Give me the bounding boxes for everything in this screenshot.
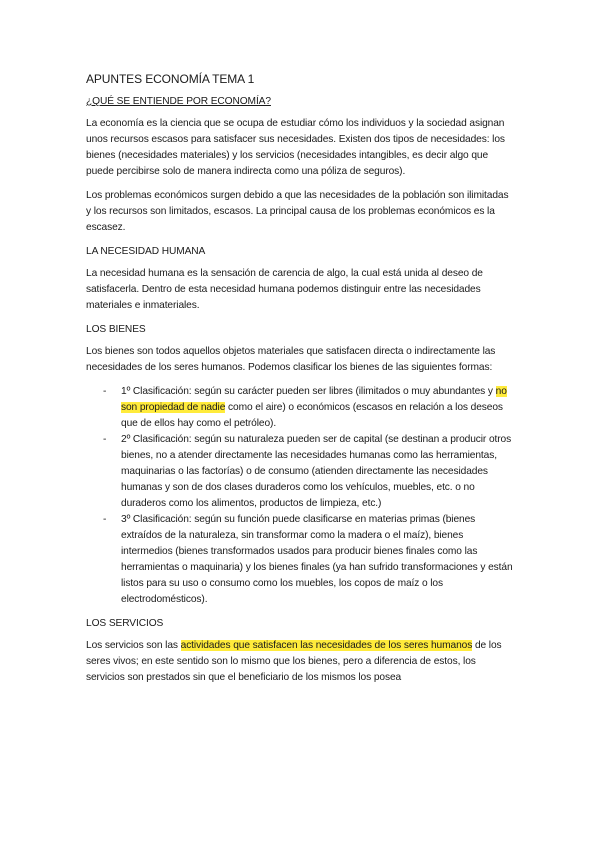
bullet-marker: - <box>103 434 107 445</box>
paragraph: Los bienes son todos aquellos objetos materiales que satisfacen directa o indirectamente las necesidades de los seres humanos. Podemos clasificar los bienes de las siguientes formas: <box>86 346 496 373</box>
document-title: APUNTES ECONOMÍA TEMA 1 <box>86 72 255 86</box>
list-item <box>86 512 516 608</box>
paragraph: Los problemas económicos surgen debido a que las necesidades de la población son ilimitadas y los recursos son limitados, escasos. La principal causa de los problemas económicos es la escasez. <box>86 190 509 233</box>
paragraph-text: de los seres vivos; en este sentido son lo mismo que los bienes, pero a diferencia de estos, los servicios son prestados sin que el beneficiario de los mismos los posea <box>86 640 502 683</box>
bullet-marker: - <box>103 386 107 397</box>
list-item-text: como el aire) o económicos (escasos en relación a los deseos que de ellos hay como el petróleo). <box>121 402 503 429</box>
highlighted-text: no son propiedad de nadie <box>121 386 507 413</box>
paragraph-text: Los servicios son las <box>86 640 181 651</box>
list-item-text: 1º Clasificación: según su carácter pueden ser libres (ilimitados o muy abundantes y <box>121 386 496 397</box>
highlighted-text: actividades que satisfacen las necesidades de los seres humanos <box>180 640 473 651</box>
list-item-text: 2º Clasificación: según su naturaleza pueden ser de capital (se destinan a producir otros bienes, no a atender directamente las necesidades humanas como las herramientas, maquinarias o las factorías) o de consumo (atienden directamente las necesidades humanas y son de dos clases duraderos como los vehículos, muebles, etc. o no duraderos como los alimentos, productos de limpieza, etc.) <box>121 434 512 509</box>
section-heading-bienes: LOS BIENES <box>86 324 146 335</box>
section-heading-economia: ¿QUÉ SE ENTIENDE POR ECONOMÍA? <box>86 96 271 107</box>
bullet-marker: - <box>103 514 107 525</box>
document-body <box>86 70 516 694</box>
list-item <box>86 432 516 512</box>
list-item <box>86 384 516 432</box>
section-heading-necesidad-humana: LA NECESIDAD HUMANA <box>86 246 206 257</box>
paragraph: La economía es la ciencia que se ocupa de estudiar cómo los individuos y la sociedad asignan unos recursos escasos para satisfacer sus necesidades. Existen dos tipos de necesidades: los bienes (necesidades materiales) y los servicios (necesidades intangibles, es decir algo que puede percibirse solo de manera indirecta como una póliza de seguros). <box>86 118 505 177</box>
paragraph: La necesidad humana es la sensación de carencia de algo, la cual está unida al deseo de satisfacerla. Dentro de esta necesidad humana podemos distinguir entre las necesidades materiales e inmateriales. <box>86 268 483 311</box>
list-item-text: 3º Clasificación: según su función puede clasificarse en materias primas (bienes extraídos de la naturaleza, sin transformar como la madera o el maíz), bienes intermedios (bienes transformados usados para producir bienes finales como las herramientas o maquinaria) y los bienes finales (ya han sufrido transformaciones y están listos para su uso o consumo como los muebles, los copos de maíz o los electrodomésticos). <box>121 514 513 605</box>
paragraph <box>86 638 516 686</box>
section-heading-servicios: LOS SERVICIOS <box>86 618 164 629</box>
bienes-classification-list <box>86 384 516 608</box>
